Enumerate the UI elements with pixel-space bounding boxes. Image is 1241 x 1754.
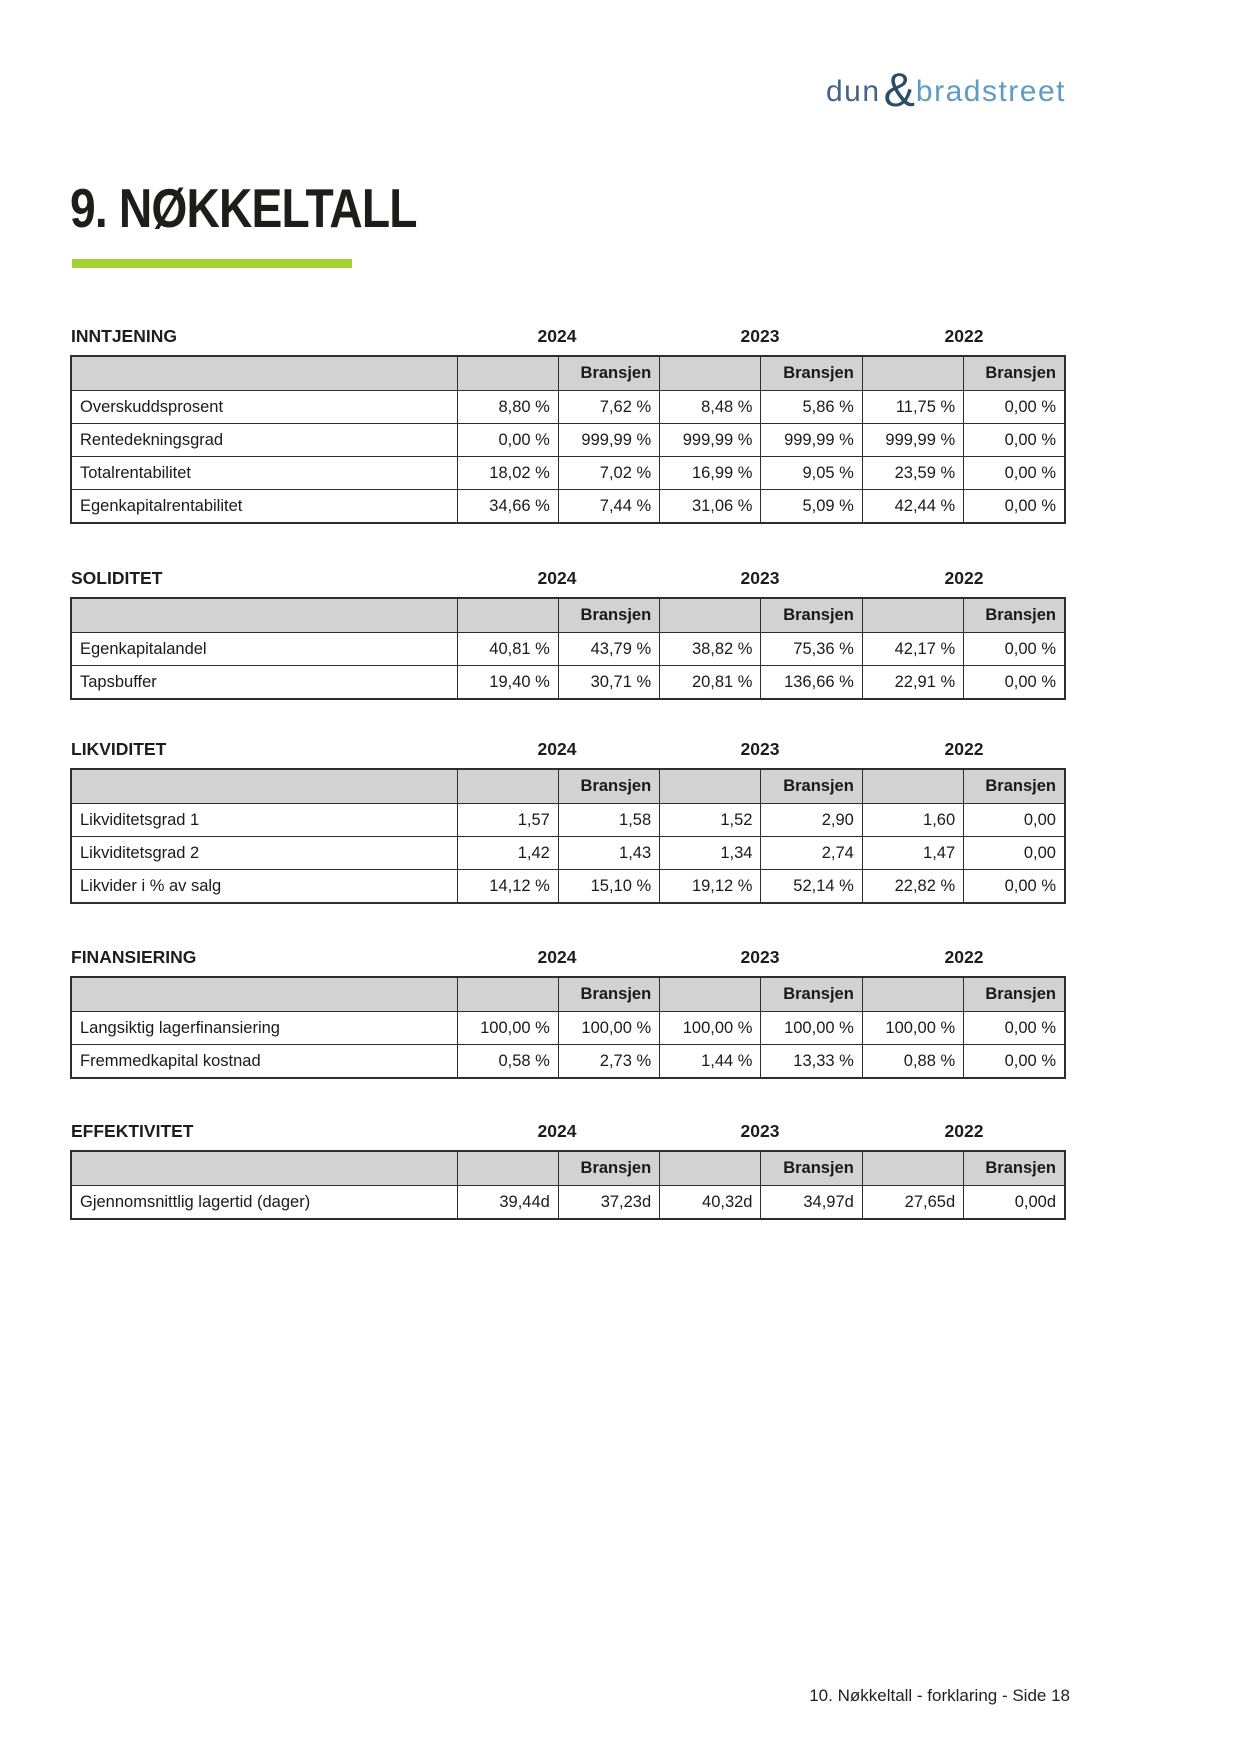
- subheader-empty-cell: [862, 769, 963, 804]
- row-label: Tapsbuffer: [71, 666, 457, 700]
- industry-column-header: Bransjen: [558, 598, 659, 633]
- value-cell: 2,73 %: [558, 1045, 659, 1079]
- row-label: Overskuddsprosent: [71, 391, 457, 424]
- industry-column-header: Bransjen: [761, 356, 862, 391]
- year-label: 2023: [740, 1121, 780, 1141]
- table-row: [71, 424, 1065, 457]
- section-effektivitet: [70, 1121, 1066, 1220]
- logo-ampersand-icon: &: [883, 62, 915, 116]
- kpi-table: [70, 1150, 1066, 1220]
- subheader-empty-cell: [862, 1151, 963, 1186]
- title-accent-bar: [72, 259, 352, 268]
- value-cell: 11,75 %: [862, 391, 963, 424]
- value-cell: 42,44 %: [862, 490, 963, 524]
- industry-column-header: Bransjen: [761, 977, 862, 1012]
- value-cell: 37,23d: [558, 1186, 659, 1220]
- value-cell: 100,00 %: [558, 1012, 659, 1045]
- value-cell: 5,09 %: [761, 490, 862, 524]
- kpi-table: [70, 768, 1066, 904]
- table-row: [71, 804, 1065, 837]
- dun-bradstreet-logo: [826, 62, 1066, 116]
- section-likviditet: [70, 739, 1066, 904]
- value-cell: 38,82 %: [660, 633, 761, 666]
- year-label: 2022: [944, 326, 984, 346]
- value-cell: 999,99 %: [761, 424, 862, 457]
- section-title: EFFEKTIVITET: [71, 1121, 194, 1141]
- value-cell: 14,12 %: [457, 870, 558, 904]
- value-cell: 1,52: [660, 804, 761, 837]
- value-cell: 34,97d: [761, 1186, 862, 1220]
- value-cell: 8,80 %: [457, 391, 558, 424]
- value-cell: 7,02 %: [558, 457, 659, 490]
- value-cell: 0,00 %: [964, 633, 1065, 666]
- table-subheader-row: [71, 769, 1065, 804]
- year-label: 2022: [944, 739, 984, 759]
- table-subheader-row: [71, 598, 1065, 633]
- subheader-empty-cell: [660, 769, 761, 804]
- value-cell: 22,82 %: [862, 870, 963, 904]
- section-header-row: [70, 326, 1066, 348]
- subheader-empty-cell: [71, 598, 457, 633]
- row-label: Egenkapitalandel: [71, 633, 457, 666]
- year-label: 2023: [740, 326, 780, 346]
- subheader-empty-cell: [71, 977, 457, 1012]
- year-label: 2024: [537, 739, 577, 759]
- subheader-empty-cell: [660, 356, 761, 391]
- table-row: [71, 391, 1065, 424]
- row-label: Rentedekningsgrad: [71, 424, 457, 457]
- value-cell: 31,06 %: [660, 490, 761, 524]
- industry-column-header: Bransjen: [761, 769, 862, 804]
- value-cell: 7,44 %: [558, 490, 659, 524]
- value-cell: 1,60: [862, 804, 963, 837]
- value-cell: 8,48 %: [660, 391, 761, 424]
- section-header-row: [70, 568, 1066, 590]
- year-label: 2024: [537, 1121, 577, 1141]
- value-cell: 19,40 %: [457, 666, 558, 700]
- value-cell: 5,86 %: [761, 391, 862, 424]
- value-cell: 1,43: [558, 837, 659, 870]
- value-cell: 0,00 %: [964, 1012, 1065, 1045]
- subheader-empty-cell: [457, 598, 558, 633]
- year-label: 2023: [740, 947, 780, 967]
- row-label: Fremmedkapital kostnad: [71, 1045, 457, 1079]
- section-title: SOLIDITET: [71, 568, 163, 588]
- year-label: 2024: [537, 568, 577, 588]
- value-cell: 13,33 %: [761, 1045, 862, 1079]
- value-cell: 100,00 %: [862, 1012, 963, 1045]
- subheader-empty-cell: [862, 977, 963, 1012]
- value-cell: 75,36 %: [761, 633, 862, 666]
- page-title: 9. NØKKELTALL: [70, 177, 417, 239]
- value-cell: 1,34: [660, 837, 761, 870]
- subheader-empty-cell: [71, 769, 457, 804]
- table-row: [71, 1012, 1065, 1045]
- table-row: [71, 457, 1065, 490]
- industry-column-header: Bransjen: [964, 769, 1065, 804]
- value-cell: 0,00: [964, 804, 1065, 837]
- section-title: FINANSIERING: [71, 947, 197, 967]
- year-label: 2022: [944, 1121, 984, 1141]
- kpi-table: [70, 976, 1066, 1079]
- industry-column-header: Bransjen: [761, 598, 862, 633]
- value-cell: 52,14 %: [761, 870, 862, 904]
- industry-column-header: Bransjen: [558, 1151, 659, 1186]
- industry-column-header: Bransjen: [964, 977, 1065, 1012]
- kpi-table: [70, 355, 1066, 524]
- value-cell: 23,59 %: [862, 457, 963, 490]
- table-subheader-row: [71, 1151, 1065, 1186]
- value-cell: 9,05 %: [761, 457, 862, 490]
- value-cell: 16,99 %: [660, 457, 761, 490]
- logo-dun-text: dun: [826, 75, 881, 108]
- subheader-empty-cell: [457, 977, 558, 1012]
- value-cell: 1,47: [862, 837, 963, 870]
- industry-column-header: Bransjen: [964, 598, 1065, 633]
- value-cell: 22,91 %: [862, 666, 963, 700]
- subheader-empty-cell: [71, 1151, 457, 1186]
- row-label: Totalrentabilitet: [71, 457, 457, 490]
- section-inntjening: [70, 326, 1066, 524]
- value-cell: 39,44d: [457, 1186, 558, 1220]
- value-cell: 0,00 %: [964, 666, 1065, 700]
- subheader-empty-cell: [660, 977, 761, 1012]
- industry-column-header: Bransjen: [964, 1151, 1065, 1186]
- section-soliditet: [70, 568, 1066, 700]
- value-cell: 100,00 %: [457, 1012, 558, 1045]
- value-cell: 0,88 %: [862, 1045, 963, 1079]
- value-cell: 999,99 %: [660, 424, 761, 457]
- table-subheader-row: [71, 356, 1065, 391]
- value-cell: 0,00 %: [964, 457, 1065, 490]
- value-cell: 40,81 %: [457, 633, 558, 666]
- industry-column-header: Bransjen: [761, 1151, 862, 1186]
- value-cell: 0,00d: [964, 1186, 1065, 1220]
- subheader-empty-cell: [457, 1151, 558, 1186]
- table-row: [71, 870, 1065, 904]
- value-cell: 999,99 %: [862, 424, 963, 457]
- value-cell: 2,74: [761, 837, 862, 870]
- year-label: 2022: [944, 568, 984, 588]
- subheader-empty-cell: [457, 769, 558, 804]
- table-subheader-row: [71, 977, 1065, 1012]
- row-label: Gjennomsnittlig lagertid (dager): [71, 1186, 457, 1220]
- table-row: [71, 1186, 1065, 1220]
- value-cell: 15,10 %: [558, 870, 659, 904]
- year-label: 2023: [740, 568, 780, 588]
- value-cell: 19,12 %: [660, 870, 761, 904]
- table-row: [71, 1045, 1065, 1079]
- subheader-empty-cell: [660, 1151, 761, 1186]
- section-title: INNTJENING: [71, 326, 177, 346]
- year-label: 2022: [944, 947, 984, 967]
- industry-column-header: Bransjen: [558, 356, 659, 391]
- value-cell: 0,00 %: [964, 391, 1065, 424]
- year-label: 2023: [740, 739, 780, 759]
- value-cell: 100,00 %: [660, 1012, 761, 1045]
- value-cell: 1,58: [558, 804, 659, 837]
- value-cell: 20,81 %: [660, 666, 761, 700]
- row-label: Langsiktig lagerfinansiering: [71, 1012, 457, 1045]
- subheader-empty-cell: [457, 356, 558, 391]
- footer-page-reference: 10. Nøkkeltall - forklaring - Side 18: [809, 1686, 1070, 1705]
- value-cell: 34,66 %: [457, 490, 558, 524]
- value-cell: 0,58 %: [457, 1045, 558, 1079]
- value-cell: 0,00: [964, 837, 1065, 870]
- value-cell: 1,44 %: [660, 1045, 761, 1079]
- year-label: 2024: [537, 326, 577, 346]
- section-header-row: [70, 1121, 1066, 1143]
- subheader-empty-cell: [660, 598, 761, 633]
- section-title: LIKVIDITET: [71, 739, 167, 759]
- industry-column-header: Bransjen: [558, 977, 659, 1012]
- value-cell: 0,00 %: [964, 1045, 1065, 1079]
- table-row: [71, 837, 1065, 870]
- section-finansiering: [70, 947, 1066, 1079]
- subheader-empty-cell: [862, 598, 963, 633]
- value-cell: 0,00 %: [457, 424, 558, 457]
- table-row: [71, 633, 1065, 666]
- value-cell: 27,65d: [862, 1186, 963, 1220]
- value-cell: 0,00 %: [964, 490, 1065, 524]
- value-cell: 2,90: [761, 804, 862, 837]
- value-cell: 136,66 %: [761, 666, 862, 700]
- table-row: [71, 490, 1065, 524]
- kpi-table: [70, 597, 1066, 700]
- industry-column-header: Bransjen: [964, 356, 1065, 391]
- value-cell: 100,00 %: [761, 1012, 862, 1045]
- row-label: Egenkapitalrentabilitet: [71, 490, 457, 524]
- industry-column-header: Bransjen: [558, 769, 659, 804]
- value-cell: 999,99 %: [558, 424, 659, 457]
- subheader-empty-cell: [71, 356, 457, 391]
- value-cell: 43,79 %: [558, 633, 659, 666]
- logo-bradstreet-text: bradstreet: [915, 75, 1066, 108]
- value-cell: 0,00 %: [964, 870, 1065, 904]
- value-cell: 40,32d: [660, 1186, 761, 1220]
- value-cell: 7,62 %: [558, 391, 659, 424]
- table-row: [71, 666, 1065, 700]
- year-label: 2024: [537, 947, 577, 967]
- value-cell: 1,57: [457, 804, 558, 837]
- value-cell: 30,71 %: [558, 666, 659, 700]
- value-cell: 1,42: [457, 837, 558, 870]
- value-cell: 42,17 %: [862, 633, 963, 666]
- section-header-row: [70, 739, 1066, 761]
- row-label: Likviditetsgrad 1: [71, 804, 457, 837]
- row-label: Likvider i % av salg: [71, 870, 457, 904]
- section-header-row: [70, 947, 1066, 969]
- subheader-empty-cell: [862, 356, 963, 391]
- row-label: Likviditetsgrad 2: [71, 837, 457, 870]
- value-cell: 18,02 %: [457, 457, 558, 490]
- value-cell: 0,00 %: [964, 424, 1065, 457]
